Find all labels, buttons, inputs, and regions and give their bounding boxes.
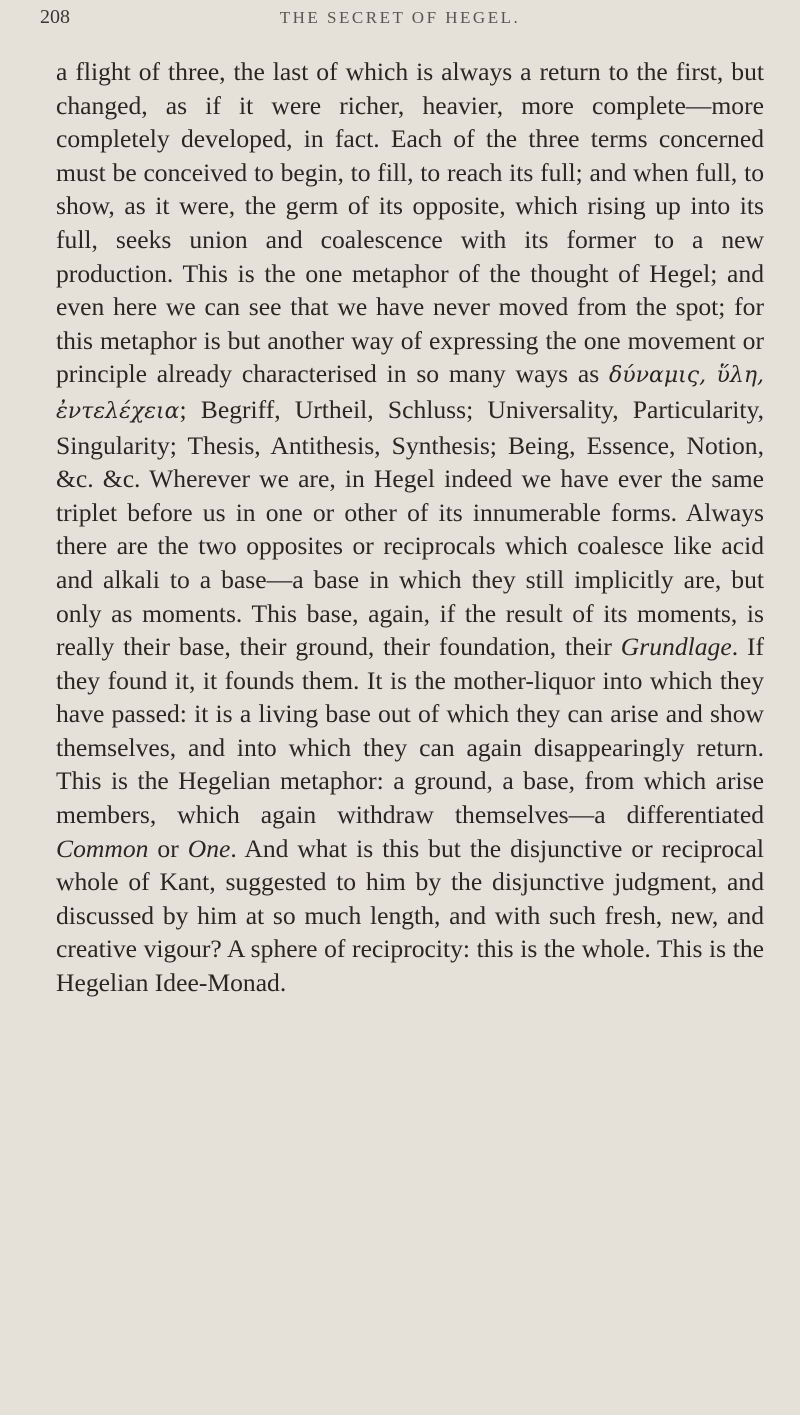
page-number: 208 xyxy=(40,6,70,28)
text-segment: . If they found it, it founds them. It is the mother-liquor into which they have passed: it is a living base out of which they can arise and show themselves, and into which they can again disappearingly return. This is the Hegelian metaphor: a ground, a base, from which arise members, which again withdraw themselves—a differentiated xyxy=(56,632,765,830)
italic-term-one: One xyxy=(187,833,231,863)
body-paragraph xyxy=(56,55,764,1000)
italic-term-grundlage: Grundlage xyxy=(620,632,732,662)
text-segment: ; Begriff, Urtheil, Schluss; Universality, Particularity, Singularity; Thesis, Antithesis, Synthesis; Being, Essence, Notion, &c. &c. Wherever we are, in Hegel indeed we have ever the same triplet before us in one or other of its innumerable forms. Always there are the two opposites or reciprocals which coalesce like acid and alkali to a base—a base in which they still implicitly are, but only as moments. This base, again, if the result of its moments, is really their base, their ground, their foundation, their xyxy=(56,394,764,662)
text-segment: . And what is this but the disjunctive or reciprocal whole of Kant, suggested to him by the disjunctive judgment, and discussed by him at so much length, and with such fresh, new, and creative vigour? A sphere of reciprocity: this is the whole. This is the Hegelian Idee-Monad. xyxy=(56,833,764,998)
running-header xyxy=(40,6,760,34)
text-segment: a flight of three, the last of which is always a return to the first, but changed, as if it were richer, heavier, more complete—more completely developed, in fact. Each of the three terms concerned must be conceived to begin, to fill, to reach its full; and when full, to show, as it were, the germ of its opposite, which rising up into its full, seeks union and coalescence with its former to a new production. This is the one metaphor of the thought of Hegel; and even here we can see that we have never moved from the spot; for this metaphor is but another way of expressing the one movement or principle already characterised in so many ways as xyxy=(56,57,764,389)
text-segment: or xyxy=(148,833,188,863)
italic-term-common: Common xyxy=(56,833,149,863)
greek-terms: δύναμις, ὕλη, ἐντελέχεια xyxy=(56,363,764,424)
running-title: THE SECRET OF HEGEL. xyxy=(279,8,521,27)
